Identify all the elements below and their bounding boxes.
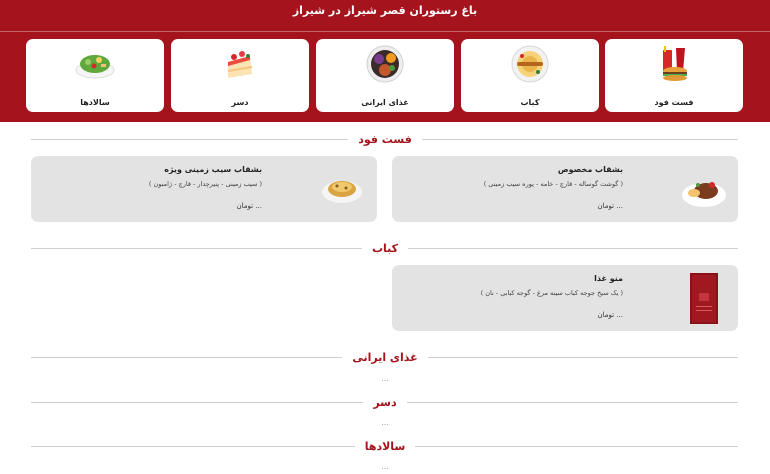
item-description: ( یک سیخ جوجه کباب سینه مرغ - گوجه کبابی - نان ) [480,289,623,297]
category-salads[interactable] [26,39,164,112]
header-divider [0,31,770,32]
section-empty-indicator: ... [381,462,389,471]
category-label: کباب [520,98,540,107]
category-iranian-food[interactable] [316,39,454,112]
page-title: باغ رستوران قصر شیراز در شیراز [292,4,478,17]
section-title-dessert: دسر [0,396,770,409]
section-empty-indicator: ... [381,374,389,383]
section-title-fast-food: فست فود [0,133,770,146]
category-label: فست فود [654,98,694,107]
item-price: ... تومان [597,202,623,210]
iranian-food-icon [365,44,405,84]
category-fast-food[interactable] [605,39,743,112]
menu-item-card[interactable] [392,265,738,331]
item-name: منو غذا [594,274,623,283]
section-title-iranian-food: غذای ایرانی [0,351,770,364]
item-name: بشقاب سیب زمینی ویژه [164,165,262,174]
dessert-icon [220,44,260,84]
section-empty-indicator: ... [381,418,389,427]
kebab-icon [510,44,550,84]
menu-item-card[interactable] [392,156,738,222]
item-price: ... تومان [597,311,623,319]
category-kebab[interactable] [461,39,599,112]
steak-plate-image [680,169,728,209]
item-price: ... تومان [236,202,262,210]
item-description: ( گوشت گوساله - قارچ - خامه - پوره سیب زمینی ) [483,180,623,188]
potato-plate-image [321,172,363,206]
fast-food-icon [654,44,694,84]
section-title-salads: سالادها [0,440,770,453]
item-name: بشقاب مخصوص [557,165,623,174]
section-title-kebab: کباب [0,242,770,255]
category-dessert[interactable] [171,39,309,112]
item-description: ( سیب زمینی - پنیرچدار - قارچ - ژامبون ) [148,180,262,188]
salad-icon [75,44,115,84]
menu-item-card[interactable] [31,156,377,222]
category-label: دسر [231,98,249,107]
category-label: سالادها [80,98,110,107]
category-label: غذای ایرانی [361,98,409,107]
header [0,0,770,122]
menu-booklet-image [690,273,718,324]
